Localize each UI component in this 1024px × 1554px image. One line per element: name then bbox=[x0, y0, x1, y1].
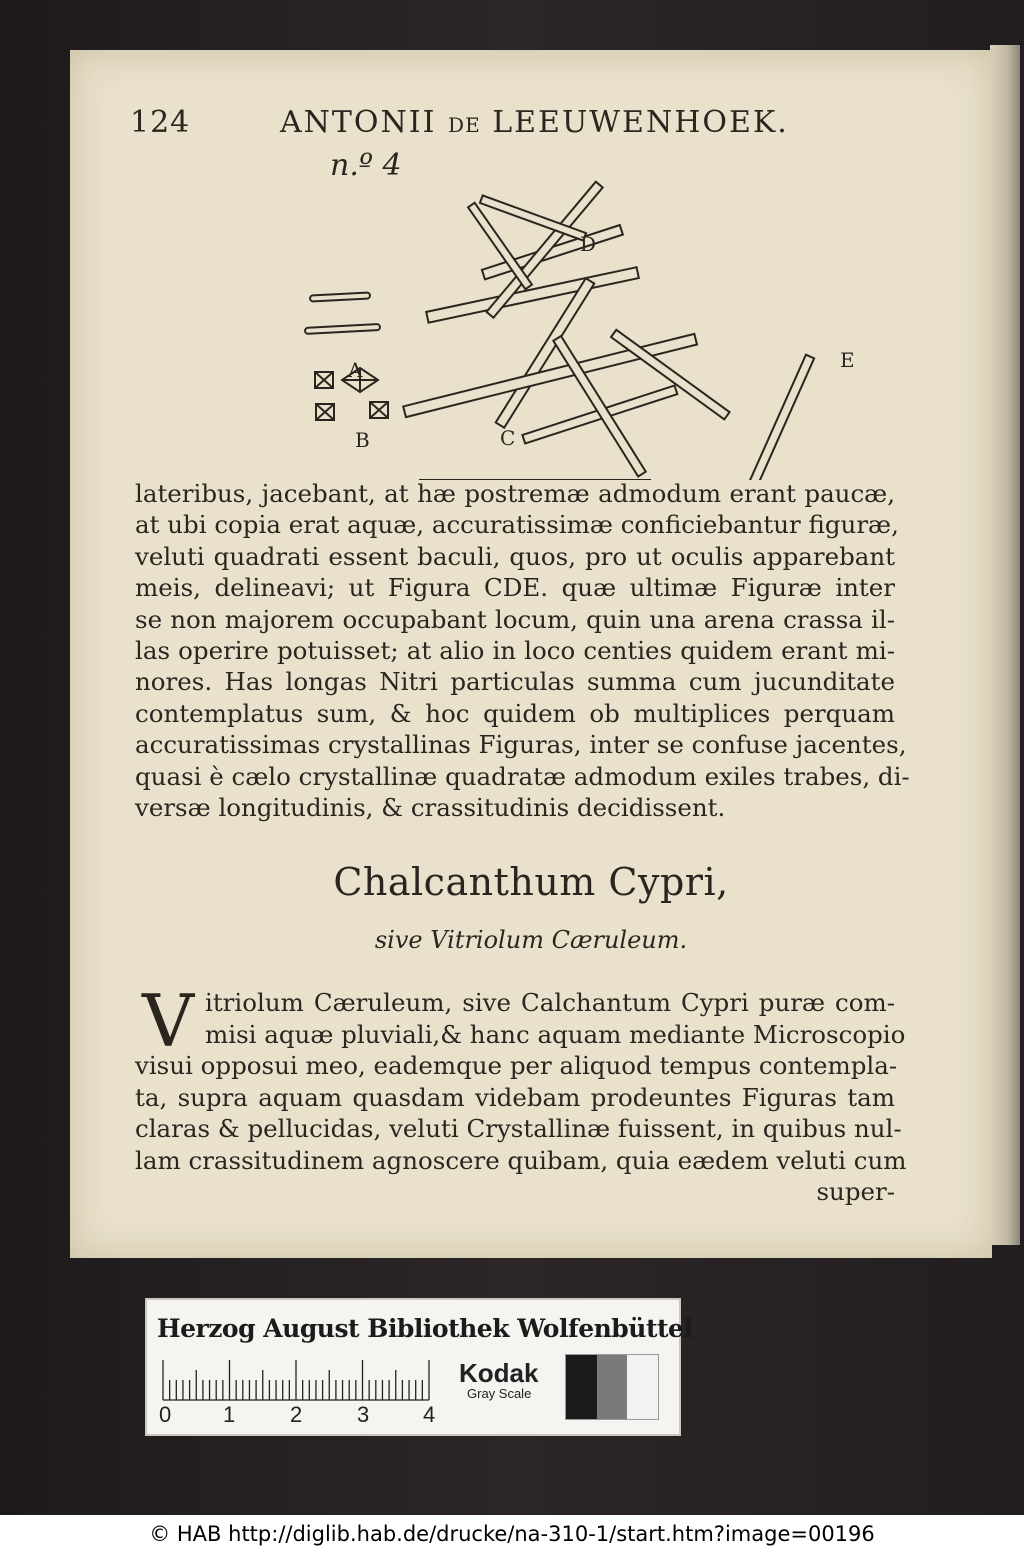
text-line: lateribus, jacebant, at hæ postremæ admodum erant paucæ, bbox=[135, 479, 895, 508]
page-number: 124 bbox=[130, 105, 191, 140]
running-title-de: DE bbox=[448, 113, 481, 137]
section-title: Chalcanthum Cypri, bbox=[333, 860, 729, 904]
body-paragraph bbox=[135, 478, 910, 823]
running-title bbox=[280, 105, 789, 140]
text-line: ta, supra aquam quasdam videbam prodeuntes Figuras tam bbox=[135, 1082, 895, 1112]
text-line: itriolum Cæruleum, sive Calchantum Cypri puræ com- bbox=[205, 988, 895, 1017]
ruler-number: 3 bbox=[357, 1402, 370, 1427]
text-line: quasi è cælo crystallinæ quadratæ admodum exiles trabes, di- bbox=[135, 761, 910, 791]
page-header bbox=[130, 105, 890, 145]
text-line: claras & pellucidas, veluti Crystallinæ fuissent, in quibus nul- bbox=[135, 1114, 902, 1143]
gray-swatches bbox=[565, 1354, 659, 1420]
ruler-number: 2 bbox=[290, 1402, 303, 1427]
text-line: misi aquæ pluviali,& hanc aquam mediante Microscopio bbox=[205, 1019, 906, 1049]
crystal-figure bbox=[220, 140, 855, 480]
drop-cap: V bbox=[142, 979, 194, 1063]
text-line: lam crassitudinem agnoscere quibam, quia eædem veluti cum bbox=[135, 1145, 907, 1175]
gray-scale-label: Gray Scale bbox=[467, 1386, 532, 1401]
section-paragraph bbox=[135, 979, 907, 1208]
text-line: se non majorem occupabant locum, quin una arena crassa il- bbox=[135, 604, 895, 634]
text-line: contemplatus sum, & hoc quidem ob multiplices perquam bbox=[135, 698, 895, 728]
page-edge bbox=[990, 45, 1020, 1245]
crystal-drawing bbox=[220, 140, 840, 480]
text-line: veluti quadrati essent baculi, quos, pro ut oculis apparebant bbox=[135, 541, 895, 571]
ruler bbox=[159, 1358, 439, 1428]
text-line: versæ longitudinis, & crassitudinis decidissent. bbox=[135, 793, 726, 823]
text-line: visui opposui meo, eademque per aliquod tempus contempla- bbox=[135, 1051, 898, 1080]
figure-label-e: E bbox=[840, 348, 855, 372]
running-title-surname: LEEUWENHOEK. bbox=[492, 105, 789, 140]
text-line: accuratissimas crystallinas Figuras, inter se confuse jacentes, bbox=[135, 730, 907, 760]
figure-label-a: A bbox=[348, 358, 363, 382]
color-reference-card bbox=[145, 1298, 693, 1436]
running-title-name: ANTONII bbox=[280, 105, 437, 140]
figure-label-c: C bbox=[500, 426, 516, 450]
ruler-number: 4 bbox=[423, 1402, 436, 1427]
ruler-number: 0 bbox=[159, 1402, 172, 1427]
figure-label-b: B bbox=[355, 428, 370, 452]
text-line: nores. Has longas Nitri particulas summa cum jucunditate bbox=[135, 667, 895, 697]
text-line: meis, delineavi; ut Figura CDE. quæ ultimæ Figuræ inter bbox=[135, 573, 895, 603]
text-line: at ubi copia erat aquæ, accuratissimæ conficiebantur figuræ, bbox=[135, 510, 899, 540]
figure-number: n.º 4 bbox=[330, 148, 402, 183]
catchword: super- bbox=[816, 1177, 895, 1206]
book-page bbox=[70, 50, 992, 1258]
ruler-ticks bbox=[159, 1358, 439, 1402]
swatch-light bbox=[627, 1355, 658, 1419]
figure-label-d: D bbox=[580, 232, 597, 256]
kodak-brand: Kodak bbox=[459, 1358, 539, 1388]
swatch-dark bbox=[566, 1355, 597, 1419]
ruler-number: 1 bbox=[223, 1402, 236, 1427]
copyright-footer: © HAB http://diglib.hab.de/drucke/na-310-1/start.htm?image=00196 bbox=[0, 1515, 1024, 1554]
library-name: Herzog August Bibliothek Wolfenbüttel bbox=[157, 1314, 693, 1343]
text-line: las operire potuisset; at alio in loco centies quidem erant mi- bbox=[135, 636, 895, 666]
section-subtitle: sive Vitriolum Cæruleum. bbox=[374, 926, 688, 954]
swatch-mid bbox=[597, 1355, 628, 1419]
